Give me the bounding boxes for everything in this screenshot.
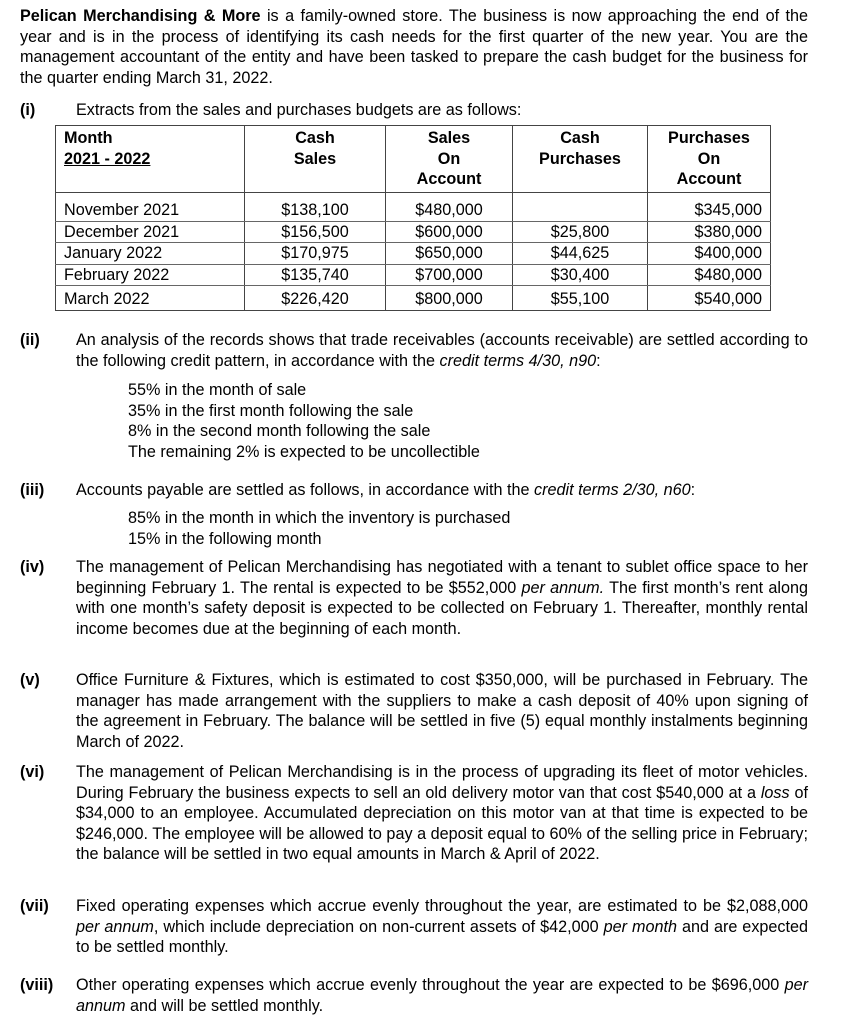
cell-month: March 2022 (56, 286, 245, 311)
intro-text: is a family-owned store. The business is now approaching the end of the year and is in the process of identifying its cash needs for the first quarter of the new year. You are the management accountant of the entity and have been tasked to prepare the cash budget for the business for the quarter ending March 31, 2022. (20, 7, 809, 87)
list-item: 35% in the first month following the sale (128, 401, 414, 420)
cell-cash-purchases (513, 193, 648, 222)
item-vii-label: (vii) (20, 897, 49, 915)
budget-table (55, 125, 771, 311)
cell-sales-on-account: $700,000 (386, 264, 513, 286)
list-item: 55% in the month of sale (128, 381, 307, 399)
table-row (56, 243, 771, 265)
cell-sales-on-account: $480,000 (386, 193, 513, 222)
cell-cash-purchases: $30,400 (513, 264, 648, 286)
cell-purchases-on-account: $540,000 (648, 286, 771, 311)
item-ii-label: (ii) (20, 331, 40, 349)
table-row (56, 286, 771, 311)
cell-purchases-on-account: $380,000 (648, 221, 771, 243)
header-cash-purchases: Cash Purchases (513, 126, 648, 193)
cell-purchases-on-account: $345,000 (648, 193, 771, 222)
list-item: 85% in the month in which the inventory is purchased (128, 509, 511, 527)
list-item: 8% in the second month following the sale (128, 422, 431, 441)
header-month: Month 2021 - 2022 (56, 126, 245, 193)
header-purchases-on-account: Purchases On Account (648, 126, 771, 193)
cell-sales-on-account: $600,000 (386, 221, 513, 243)
cell-purchases-on-account: $480,000 (648, 264, 771, 286)
item-viii-label: (viii) (20, 976, 54, 994)
cell-cash-purchases: $25,800 (513, 221, 648, 243)
item-vi-label: (vi) (20, 763, 45, 781)
header-cash-sales: Cash Sales (245, 126, 386, 193)
receivables-pattern-list (128, 380, 480, 462)
table-header-row (56, 126, 771, 193)
item-viii-text: Other operating expenses which accrue evenly throughout the year are expected to be $696,000 per annum and will be settled monthly. (76, 976, 808, 1015)
intro-paragraph (20, 6, 808, 88)
item-i-text: Extracts from the sales and purchases budgets are as follows: (76, 101, 522, 119)
cell-cash-sales: $226,420 (245, 286, 386, 311)
item-iii-text: Accounts payable are settled as follows, in accordance with the credit terms 2/30, n60: (76, 481, 696, 499)
payables-pattern-list (128, 508, 510, 549)
cell-purchases-on-account: $400,000 (648, 243, 771, 265)
list-item: 15% in the following month (128, 529, 322, 548)
item-iv-text: The management of Pelican Merchandising has negotiated with a tenant to sublet office space to her beginning February 1. The rental is expected to be $552,000 per annum. The first month’s rent along with one month’s safety deposit is expected to be collected on February 1. Thereafter, monthly rental income becomes due at the beginning of each month. (76, 558, 808, 638)
header-sales-on-account: Sales On Account (386, 126, 513, 193)
cell-cash-sales: $138,100 (245, 193, 386, 222)
cell-sales-on-account: $650,000 (386, 243, 513, 265)
cell-cash-sales: $170,975 (245, 243, 386, 265)
table-row (56, 221, 771, 243)
cell-cash-sales: $135,740 (245, 264, 386, 286)
cell-sales-on-account: $800,000 (386, 286, 513, 311)
list-item: The remaining 2% is expected to be uncollectible (128, 442, 480, 461)
cell-month: November 2021 (56, 193, 245, 222)
cell-cash-purchases: $44,625 (513, 243, 648, 265)
cell-month: December 2021 (56, 221, 245, 243)
cell-cash-sales: $156,500 (245, 221, 386, 243)
company-name: Pelican Merchandising & More (20, 7, 261, 25)
table-row (56, 193, 771, 222)
item-vi-text: The management of Pelican Merchandising is in the process of upgrading its fleet of motor vehicles. During February the business expects to sell an old delivery motor van that cost $540,000 at a loss of $34,000 to an employee. Accumulated depreciation on this motor van at that time is expected to be $246,000. The employee will be allowed to pay a deposit equal to 60% of the selling price in February; the balance will be settled in two equal amounts in March & April of 2022. (76, 763, 808, 864)
cell-cash-purchases: $55,100 (513, 286, 648, 311)
item-v-label: (v) (20, 671, 40, 689)
table-row (56, 264, 771, 286)
item-iv-label: (iv) (20, 558, 45, 576)
item-i-label: (i) (20, 101, 36, 119)
item-ii-text: An analysis of the records shows that trade receivables (accounts receivable) are settled according to the following credit pattern, in accordance with the credit terms 4/30, n90: (76, 331, 808, 370)
item-vii-text: Fixed operating expenses which accrue evenly throughout the year, are estimated to be $2,088,000 per annum, which include depreciation on non-current assets of $42,000 per month and are expected to be settled monthly. (76, 897, 809, 957)
item-iii-label: (iii) (20, 481, 45, 499)
cell-month: February 2022 (56, 264, 245, 286)
cell-month: January 2022 (56, 243, 245, 265)
item-v-text: Office Furniture & Fixtures, which is estimated to cost $350,000, will be purchased in February. The manager has made arrangement with the suppliers to make a cash deposit of 40% upon signing of the agreement in February. The balance will be settled in five (5) equal monthly instalments beginning March of 2022. (76, 671, 808, 751)
